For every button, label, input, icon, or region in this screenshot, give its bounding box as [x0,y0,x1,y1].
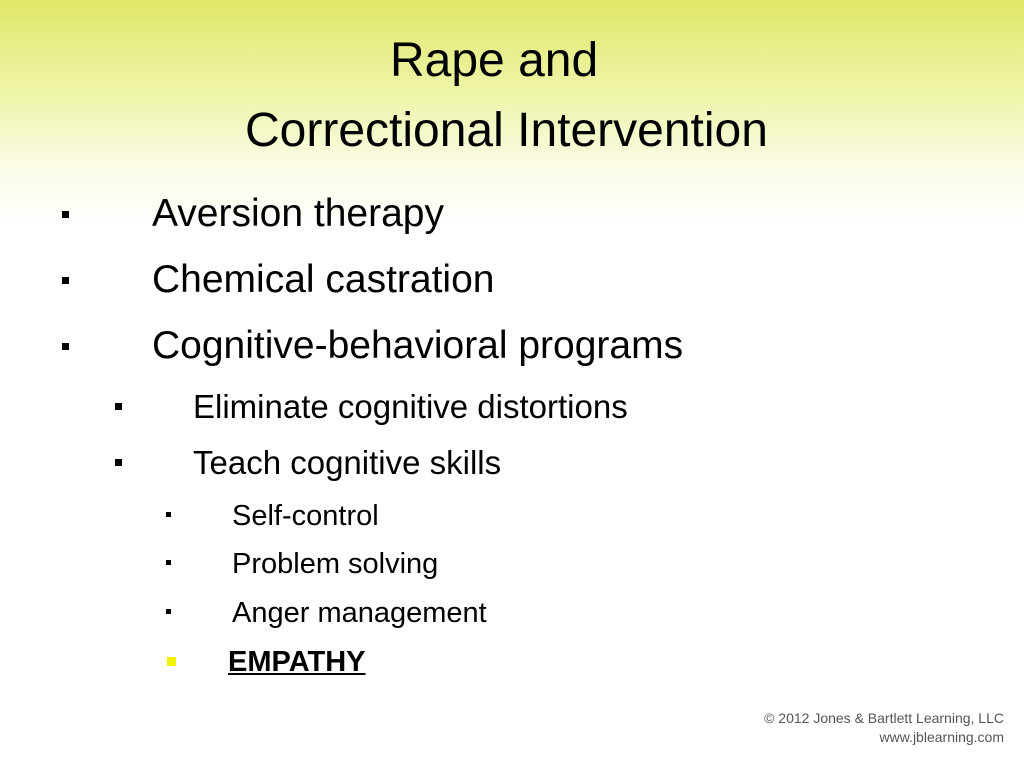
bullet-item [0,258,1024,302]
bullet-marker-icon [166,560,171,565]
bullet-text: Anger management [232,597,487,629]
copyright-notice [764,709,1004,747]
copyright-text: © 2012 Jones & Bartlett Learning, LLC [764,710,1004,726]
bullet-marker-icon [62,343,69,350]
bullet-text: Problem solving [232,548,439,580]
bullet-text: Chemical castration [152,258,495,301]
sub-bullet-item [0,388,1024,426]
sub-sub-bullet-item [0,645,1024,679]
bullet-text: Teach cognitive skills [193,444,502,481]
empathy-text: EMPATHY [228,646,366,678]
title-line-1: Rape and [390,34,599,87]
bullet-text: Self-control [232,500,379,532]
sub-sub-bullet-item [0,547,1024,581]
bullet-marker-icon [166,609,171,614]
publisher-website: www.jblearning.com [879,729,1004,745]
bullet-text: Eliminate cognitive distortions [193,388,628,425]
bullet-marker-icon [166,512,171,517]
bullet-marker-icon [115,459,122,466]
title-line-2: Correctional Intervention [245,104,768,157]
bullet-marker-icon [115,403,122,410]
sub-bullet-item [0,444,1024,482]
bullet-marker-icon [62,211,69,218]
yellow-bullet-marker-icon [167,657,176,666]
bullet-marker-icon [62,277,69,284]
bullet-item [0,192,1024,236]
bullet-item [0,324,1024,368]
bullet-text: Aversion therapy [152,192,444,235]
sub-sub-bullet-item [0,596,1024,630]
sub-sub-bullet-item [0,499,1024,533]
bullet-text: Cognitive-behavioral programs [152,324,684,367]
